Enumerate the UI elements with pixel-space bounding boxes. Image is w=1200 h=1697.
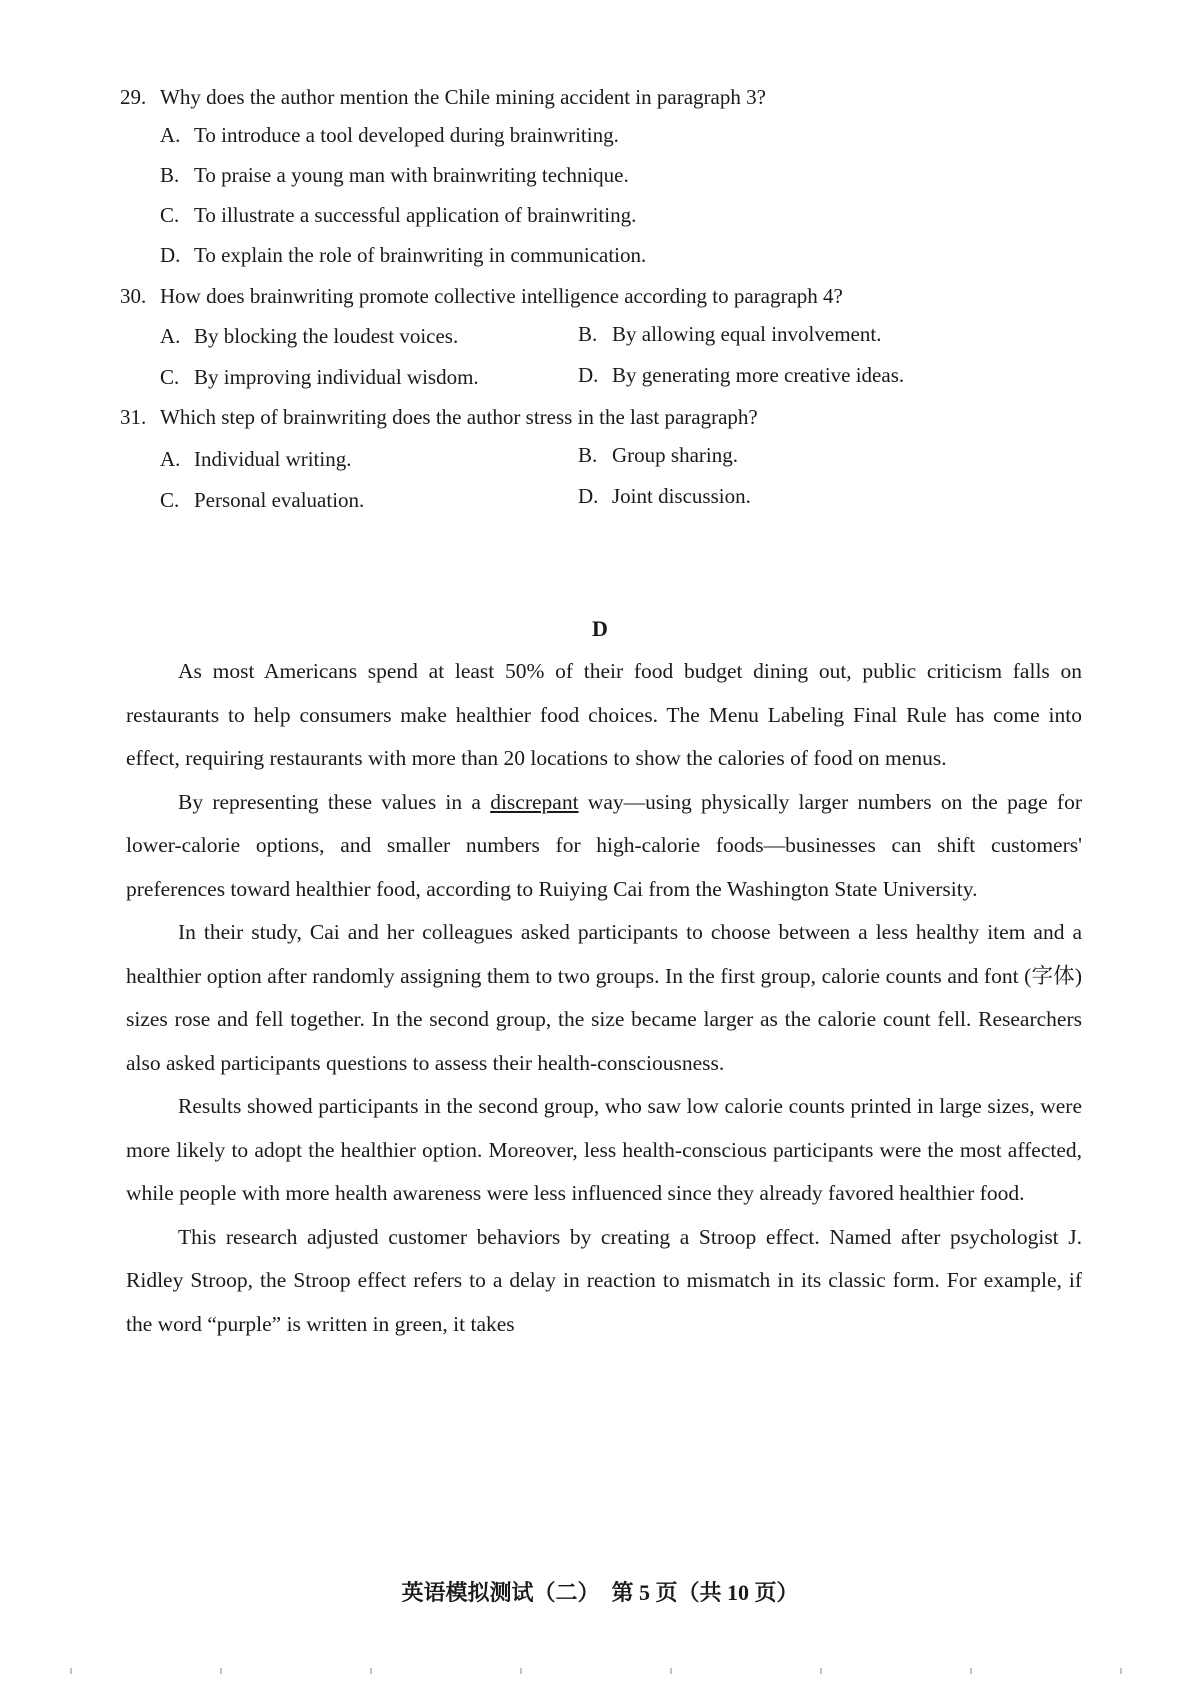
option-30-d <box>578 360 904 390</box>
option-31-a <box>160 444 351 474</box>
question-number: 30. <box>120 284 147 308</box>
passage-paragraph-2 <box>126 781 1082 912</box>
paragraph-text: By representing these values in a <box>178 789 491 814</box>
option-31-d <box>578 481 751 511</box>
option-text: Individual writing. <box>194 447 352 471</box>
option-29-c <box>160 200 636 230</box>
question-number: 31. <box>120 405 147 429</box>
option-letter: D. <box>160 243 181 267</box>
underlined-word: discrepant <box>490 789 579 814</box>
passage-paragraph-5: This research adjusted customer behaviors by creating a Stroop effect. Named after psychologist J. Ridley Stroop, the Stroop effect refers to a delay in reaction to mismatch in its classic form. For example, if the word “purple” is written in green, it takes <box>126 1224 1082 1336</box>
page-number: 第 5 页（共 10 页） <box>611 1580 799 1605</box>
passage-paragraph-3: In their study, Cai and her colleagues asked participants to choose between a less healthy item and a healthier option after randomly assigning them to two groups. In the first group, calorie counts and font (字体) sizes rose and fell together. In the second group, the size became larger as the calorie count fell. Researchers also asked participants questions to assess their health-consciousness. <box>126 920 1082 1075</box>
question-30 <box>120 281 1080 311</box>
section-title: D <box>592 616 608 641</box>
option-31-c <box>160 485 364 515</box>
option-letter: C. <box>160 365 180 389</box>
scan-specks <box>0 1668 1200 1674</box>
passage-paragraph-4: Results showed participants in the second group, who saw low calorie counts printed in large sizes, were more likely to adopt the healthier option. Moreover, less health-conscious participants were the most affected, while people with more health awareness were less influenced since they already favored healthier food. <box>126 1094 1082 1205</box>
option-29-a <box>160 120 619 150</box>
option-letter: C. <box>160 203 180 227</box>
option-letter: B. <box>160 163 180 187</box>
question-stem: Why does the author mention the Chile mining accident in paragraph 3? <box>160 85 766 109</box>
option-text: By generating more creative ideas. <box>612 363 905 387</box>
option-30-b <box>578 319 881 349</box>
option-text: Personal evaluation. <box>194 488 365 512</box>
option-text: To explain the role of brainwriting in communication. <box>194 243 647 267</box>
option-31-b <box>578 440 738 470</box>
option-letter: D. <box>578 363 599 387</box>
exam-title: 英语模拟测试（二） <box>401 1580 600 1605</box>
option-text: By allowing equal involvement. <box>612 322 882 346</box>
reading-passage <box>126 650 1082 1346</box>
option-text: Group sharing. <box>612 443 738 467</box>
option-letter: B. <box>578 322 598 346</box>
paragraph-text: way—using physically larger numbers on the page for lower-calorie options, and smaller numbers for high-calorie foods—businesses can shift customers' preferences toward healthier food, according to Ruiying Cai from the Washington State University. <box>126 789 1082 901</box>
option-letter: C. <box>160 488 180 512</box>
option-letter: A. <box>160 123 181 147</box>
option-30-a <box>160 321 458 351</box>
option-29-b <box>160 160 629 190</box>
option-29-d <box>160 240 646 270</box>
question-number: 29. <box>120 85 147 109</box>
option-letter: B. <box>578 443 598 467</box>
question-29 <box>120 82 1080 112</box>
option-text: By blocking the loudest voices. <box>194 324 459 348</box>
option-letter: A. <box>160 447 181 471</box>
option-text: By improving individual wisdom. <box>194 365 479 389</box>
question-stem: How does brainwriting promote collective intelligence according to paragraph 4? <box>160 284 843 308</box>
option-text: To praise a young man with brainwriting technique. <box>194 163 629 187</box>
option-30-c <box>160 362 479 392</box>
option-letter: D. <box>578 484 599 508</box>
option-text: To illustrate a successful application of brainwriting. <box>194 203 637 227</box>
option-letter: A. <box>160 324 181 348</box>
passage-paragraph-1: As most Americans spend at least 50% of their food budget dining out, public criticism falls on restaurants to help consumers make healthier food choices. The Menu Labeling Final Rule has come into effect, requiring restaurants with more than 20 locations to show the calories of food on menus. <box>126 659 1082 770</box>
question-stem: Which step of brainwriting does the author stress in the last paragraph? <box>160 405 758 429</box>
option-text: Joint discussion. <box>612 484 751 508</box>
page-footer <box>0 1578 1200 1608</box>
option-text: To introduce a tool developed during brainwriting. <box>194 123 619 147</box>
question-31 <box>120 402 1080 432</box>
